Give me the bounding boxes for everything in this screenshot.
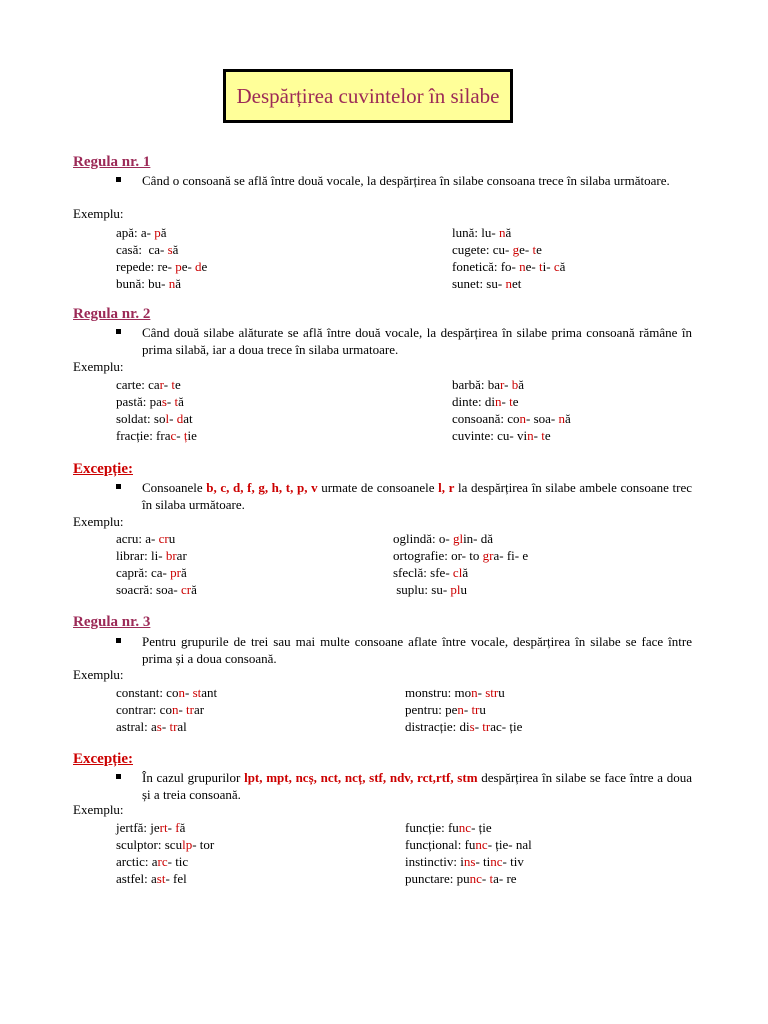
bullet-icon — [116, 774, 121, 779]
example-label: Exemplu: — [73, 514, 124, 529]
example-word: dinte: din- te — [452, 394, 519, 409]
example-word: acru: a- cru — [116, 531, 176, 546]
examples-right-column — [405, 819, 532, 887]
examples-left-column — [116, 684, 217, 735]
example-label: Exemplu: — [73, 359, 124, 374]
example-word: fonetică: fo- ne- ti- că — [452, 259, 566, 274]
example-word: funcțional: func- ție- nal — [405, 837, 532, 852]
example-word: constant: con- stant — [116, 685, 218, 700]
example-label: Exemplu: — [73, 667, 124, 682]
rule-text: Pentru grupurile de trei sau mai multe consoane aflate între vocale, despărțirea în silabe se face între prima și a doua consoană. — [142, 634, 692, 666]
example-word: apă: a- pă — [116, 225, 167, 240]
example-word: cugete: cu- ge- te — [452, 242, 542, 257]
example-word: bună: bu- nă — [116, 276, 181, 291]
example-word: contrar: con- trar — [116, 702, 205, 717]
rule-bullet — [116, 479, 692, 513]
rule-bullet — [116, 172, 692, 189]
example-word: sunet: su- net — [452, 276, 522, 291]
rule-bullet — [116, 769, 692, 803]
example-word: funcție: func- ție — [405, 820, 492, 835]
rule-text: În cazul grupurilor lpt, mpt, ncș, nct, ncț, stf, ndv, rct,rtf, stm despărțirea în silabe se face între a doua și a treia consoană. — [142, 770, 692, 802]
rule-bullet — [116, 324, 692, 358]
example-word: suplu: su- plu — [393, 582, 468, 597]
example-word: pastă: pas- tă — [116, 394, 184, 409]
example-label: Exemplu: — [73, 802, 124, 817]
example-word: soacră: soa- cră — [116, 582, 197, 597]
example-word: barbă: bar- bă — [452, 377, 524, 392]
bullet-icon — [116, 329, 121, 334]
examples-left-column — [116, 376, 197, 444]
example-word: arctic: arc- tic — [116, 854, 189, 869]
rule-bullet — [116, 633, 692, 667]
example-word: instinctiv: ins- tinc- tiv — [405, 854, 524, 869]
rule-text: Când o consoană se află între două vocale, la despărțirea în silabe consoana trece în silaba următoare. — [142, 173, 670, 188]
example-word: punctare: punc- ta- re — [405, 871, 517, 886]
example-label: Exemplu: — [73, 206, 124, 221]
example-word: astral: as- tral — [116, 719, 187, 734]
exception-heading: Excepție: — [73, 461, 133, 477]
example-word: capră: ca- pră — [116, 565, 187, 580]
rule-heading: Regula nr. 1 — [73, 154, 151, 170]
examples-right-column — [452, 376, 571, 444]
example-word: sculptor: sculp- tor — [116, 837, 215, 852]
rule-heading: Regula nr. 3 — [73, 614, 151, 630]
example-word: repede: re- pe- de — [116, 259, 208, 274]
example-word: librar: li- brar — [116, 548, 187, 563]
example-word: soldat: sol- dat — [116, 411, 193, 426]
example-word: oglindă: o- glin- dă — [393, 531, 494, 546]
rule-heading: Regula nr. 2 — [73, 306, 151, 322]
example-word: consoană: con- soa- nă — [452, 411, 571, 426]
example-word: carte: car- te — [116, 377, 181, 392]
bullet-icon — [116, 638, 121, 643]
examples-right-column — [393, 530, 528, 598]
examples-left-column — [116, 530, 197, 598]
example-word: cuvinte: cu- vin- te — [452, 428, 551, 443]
example-word: sfeclă: sfe- clă — [393, 565, 469, 580]
bullet-icon — [116, 177, 121, 182]
examples-left-column — [116, 224, 207, 292]
example-word: monstru: mon- stru — [405, 685, 505, 700]
examples-right-column — [405, 684, 522, 735]
examples-left-column — [116, 819, 214, 887]
examples-right-column — [452, 224, 565, 292]
example-word: pentru: pen- tru — [405, 702, 486, 717]
example-word: jertfă: jert- fă — [116, 820, 186, 835]
example-word: lună: lu- nă — [452, 225, 512, 240]
rule-text: Când două silabe alăturate se află între două vocale, la despărțirea în silabe prima consoană rămâne în prima silabă, iar a doua trece în silaba urmatoare. — [142, 325, 692, 357]
example-word: fracție: frac- ție — [116, 428, 197, 443]
example-word: distracție: dis- trac- ție — [405, 719, 523, 734]
rule-text: Consoanele b, c, d, f, g, h, t, p, v urmate de consoanele l, r la despărțirea în silabe ambele consoane trec în silaba următoare. — [142, 480, 692, 512]
example-word: casă: ca- să — [116, 242, 179, 257]
bullet-icon — [116, 484, 121, 489]
exception-heading: Excepție: — [73, 751, 133, 767]
document-title: Despărțirea cuvintelor în silabe — [223, 69, 513, 123]
example-word: astfel: ast- fel — [116, 871, 187, 886]
example-word: ortografie: or- to gra- fi- e — [393, 548, 529, 563]
